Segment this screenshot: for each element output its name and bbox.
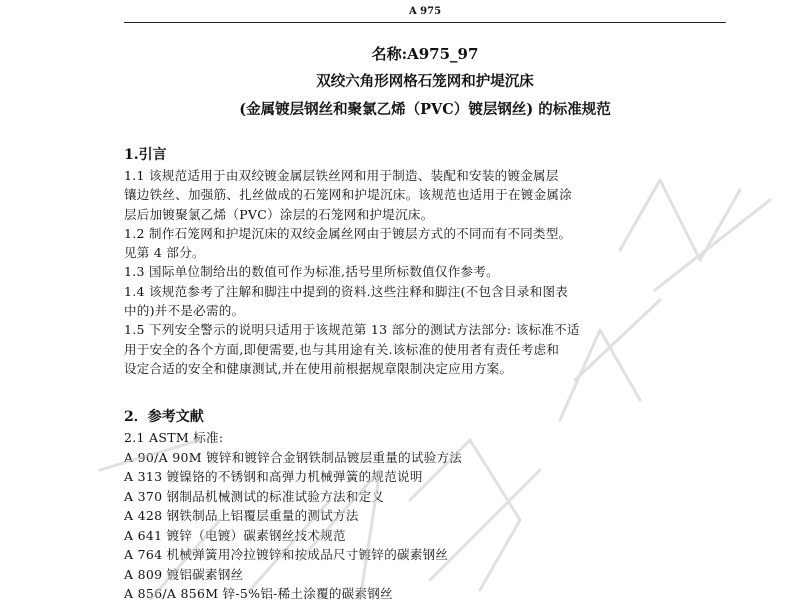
doc-title-line-2: (金属镀层钢丝和聚氯乙烯（PVC）镀层钢丝) 的标准规范 [239, 101, 611, 118]
reference-item: A 90/A 90M 镀锌和镀锌合金钢铁制品镀层重量的试验方法 [124, 449, 463, 465]
paragraph-line: 用于安全的各个方面,即便需要,也与其用途有关.该标准的使用者有责任考虑和 [124, 341, 560, 357]
paragraph-line: 1.5 下列安全警示的说明只适用于该规范第 13 部分的测试方法部分: 该标准不适 [124, 322, 580, 338]
section-spacer [124, 378, 726, 406]
section-heading-references: 2．参考文献 [124, 409, 204, 426]
reference-item: A 641 镀锌（电镀）碳素钢丝技术规范 [124, 527, 346, 543]
paragraph-line: 1.2 制作石笼网和护堤沉床的双绞金属丝网由于镀层方式的不同而有不同类型。 [124, 225, 572, 241]
header-rule [124, 22, 726, 23]
doc-title-line-1: 双绞六角形网格石笼网和护堤沉床 [316, 73, 534, 90]
reference-item: A 764 机械弹簧用冷拉镀锌和按成品尺寸镀锌的碳素钢丝 [124, 547, 449, 563]
paragraph-line: 镶边铁丝、加强筋、扎丝做成的石笼网和护堤沉床。该规范也适用于在镀金属涂 [124, 187, 573, 203]
paragraph-line: 层后加镀聚氯乙烯（PVC）涂层的石笼网和护堤沉床。 [124, 206, 434, 222]
reference-item: A 313 镀镍铬的不锈钢和高弹力机械弹簧的规范说明 [124, 469, 423, 485]
reference-item: A 370 钢制品机械测试的标准试验方法和定义 [124, 488, 385, 504]
doc-name-title: 名称:A975_97 [371, 45, 479, 63]
paragraph-1-2 [124, 224, 726, 263]
paragraph-line: 1.1 该规范适用于由双绞镀金属层铁丝网和用于制造、装配和安装的镀金属层 [124, 168, 559, 183]
paragraph-line: 见第 4 部分。 [124, 245, 205, 261]
paragraph-line: 中的)并不是必需的。 [124, 303, 245, 319]
reference-item: A 856/A 856M 锌-5%铝-稀土涂覆的碳素钢丝 [124, 586, 393, 602]
paragraph-1-3 [124, 262, 726, 281]
section-heading-introduction: 1.引言 [124, 147, 167, 163]
document-body [124, 144, 726, 604]
paragraph-1-5 [124, 320, 726, 378]
references-intro: 2.1 ASTM 标准: [124, 430, 224, 446]
paragraph-line: 设定合适的安全和健康测试,并在使用前根据规章限制决定应用方案。 [124, 360, 513, 376]
reference-item: A 428 钢铁制品上铝覆层重量的测试方法 [124, 508, 359, 524]
paragraph-line: 1.3 国际单位制给出的数值可作为标准,括号里所标数值仅作参考。 [124, 264, 499, 280]
paragraph-1-1 [124, 166, 726, 224]
paragraph-line: 1.4 该规范参考了注解和脚注中提到的资料.这些注释和脚注(不包含目录和图表 [124, 283, 569, 299]
paragraph-1-4 [124, 282, 726, 321]
title-block [124, 40, 726, 124]
page-header-code: A 975 [408, 6, 442, 17]
reference-item: A 809 镀铝碳素钢丝 [124, 566, 244, 582]
